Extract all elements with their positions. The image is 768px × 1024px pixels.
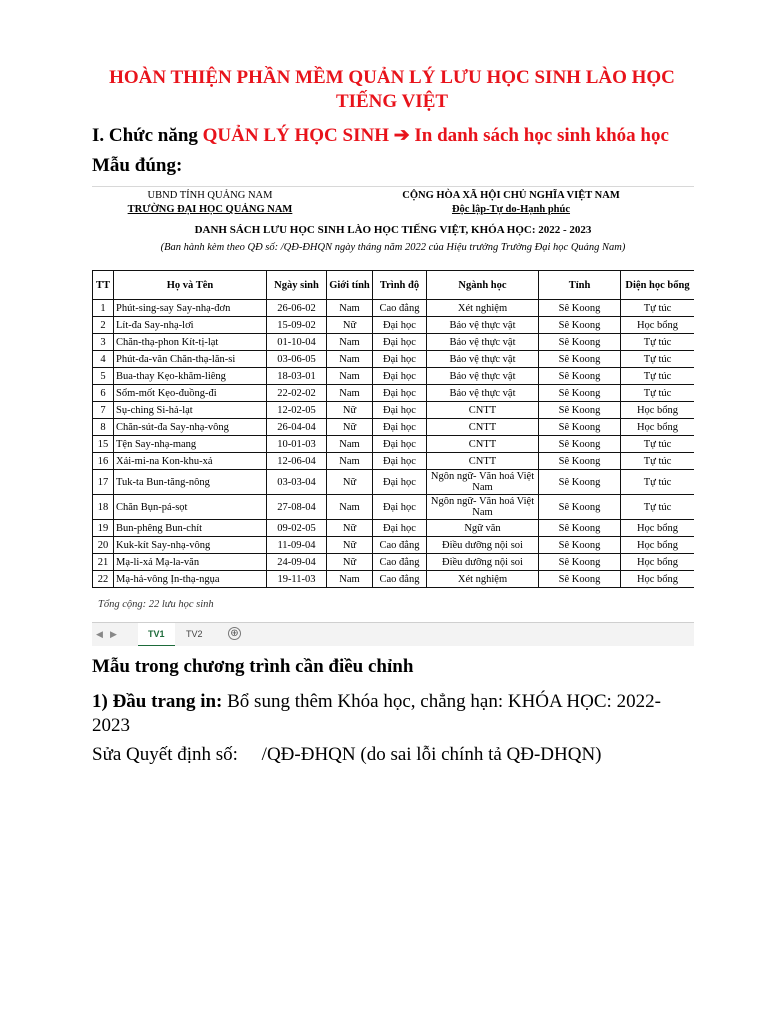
table-cell: Nữ <box>327 419 373 436</box>
table-cell: Nam <box>327 453 373 470</box>
table-cell: 21 <box>93 554 114 571</box>
table-cell: Đại học <box>373 436 427 453</box>
table-cell: Ngôn ngữ- Văn hoá Việt Nam <box>427 495 539 520</box>
table-cell: Bua-thay Kẹo-khăm-liêng <box>114 368 267 385</box>
table-cell: CNTT <box>427 436 539 453</box>
paragraph-1 <box>92 690 692 738</box>
table-cell: Tự túc <box>621 368 695 385</box>
table-cell: Đại học <box>373 317 427 334</box>
table-cell: Nữ <box>327 402 373 419</box>
table-cell: Tự túc <box>621 300 695 317</box>
table-cell: Tự túc <box>621 453 695 470</box>
table-row <box>93 571 695 588</box>
table-cell: Xải-mi-na Kon-khu-xả <box>114 453 267 470</box>
table-cell: Phút-sing-say Say-nhạ-đơn <box>114 300 267 317</box>
table-cell: 12-06-04 <box>267 453 327 470</box>
table-cell: Kuk-kít Say-nhạ-vông <box>114 537 267 554</box>
table-cell: 22-02-02 <box>267 385 327 402</box>
table-cell: Nam <box>327 385 373 402</box>
section-heading-red: QUẢN LÝ HỌC SINH ➔ In danh sách học sinh khóa học <box>202 125 669 146</box>
table-body <box>93 300 695 588</box>
table-cell: Xét nghiệm <box>427 571 539 588</box>
table-cell: Nam <box>327 368 373 385</box>
table-cell: Đại học <box>373 520 427 537</box>
table-cell: Điều dưỡng nội soi <box>427 537 539 554</box>
table-cell: Bảo vệ thực vật <box>427 385 539 402</box>
table-cell: Lít-đa Say-nhạ-lơi <box>114 317 267 334</box>
table-cell: Sê Koong <box>539 520 621 537</box>
table-cell: Ngữ văn <box>427 520 539 537</box>
title-line-1: HOÀN THIỆN PHẦN MỀM QUẢN LÝ LƯU HỌC SINH LÀO HỌC <box>109 67 675 88</box>
sheet-right-line-1: CỘNG HÒA XÃ HỘI CHỦ NGHĨA VIỆT NAM <box>402 190 620 201</box>
table-cell: Nữ <box>327 470 373 495</box>
table-cell: 4 <box>93 351 114 368</box>
table-cell: 8 <box>93 419 114 436</box>
column-header: Tỉnh <box>539 271 621 300</box>
table-cell: Nữ <box>327 520 373 537</box>
table-cell: Đại học <box>373 495 427 520</box>
sheet-tab-tv1[interactable]: TV1 <box>138 623 175 646</box>
column-header: Ngành học <box>427 271 539 300</box>
table-cell: Sê Koong <box>539 571 621 588</box>
table-row <box>93 520 695 537</box>
column-header: Trình độ <box>373 271 427 300</box>
table-row <box>93 419 695 436</box>
table-cell: 17 <box>93 470 114 495</box>
table-cell: Sê Koong <box>539 470 621 495</box>
column-header: Họ và Tên <box>114 271 267 300</box>
table-cell: Bun-phêng Bun-chít <box>114 520 267 537</box>
table-cell: 20 <box>93 537 114 554</box>
table-cell: Sê Koong <box>539 495 621 520</box>
table-cell: Chăn Bụn-pá-sọt <box>114 495 267 520</box>
table-cell: Sổm-mốt Kẹo-đuồng-đi <box>114 385 267 402</box>
student-table <box>92 270 694 588</box>
table-cell: 1 <box>93 300 114 317</box>
table-cell: Bảo vệ thực vật <box>427 368 539 385</box>
table-cell: Sê Koong <box>539 317 621 334</box>
sheet-left-line-2: TRƯỜNG ĐẠI HỌC QUẢNG NAM <box>127 204 293 215</box>
table-cell: Tện Say-nhạ-mang <box>114 436 267 453</box>
table-cell: Sê Koong <box>539 368 621 385</box>
table-cell: Mạ-li-xả Mạ-la-văn <box>114 554 267 571</box>
sheet-header <box>92 186 694 217</box>
paragraph-1-text: Bổ sung thêm Khóa học, chẳng hạn: KHÓA HỌC: 2022- <box>222 691 661 712</box>
table-row <box>93 436 695 453</box>
table-cell: 19-11-03 <box>267 571 327 588</box>
tab-scroll-left-icon[interactable]: ◀ <box>96 629 103 639</box>
table-cell: Sê Koong <box>539 334 621 351</box>
table-cell: Đại học <box>373 470 427 495</box>
table-cell: Xét nghiệm <box>427 300 539 317</box>
table-cell: Học bổng <box>621 419 695 436</box>
table-cell: Nữ <box>327 554 373 571</box>
table-row <box>93 495 695 520</box>
table-cell: Sê Koong <box>539 351 621 368</box>
table-cell: CNTT <box>427 419 539 436</box>
table-cell: Học bổng <box>621 317 695 334</box>
table-cell: Tự túc <box>621 334 695 351</box>
table-cell: Tuk-ta Bun-tăng-nông <box>114 470 267 495</box>
sheet-subtitle: (Ban hành kèm theo QĐ số: /QĐ-ĐHQN ngày tháng năm 2022 của Hiệu trưởng Trường Đại học Quảng Nam) <box>160 242 626 253</box>
table-cell: Đại học <box>373 368 427 385</box>
table-cell: Nữ <box>327 537 373 554</box>
table-cell: Sê Koong <box>539 537 621 554</box>
paragraph-2: Sửa Quyết định số: /QĐ-ĐHQN (do sai lỗi chính tả QĐ-DHQN) <box>92 744 602 765</box>
table-cell: Sê Koong <box>539 385 621 402</box>
table-cell: Cao đẳng <box>373 537 427 554</box>
table-cell: 5 <box>93 368 114 385</box>
table-cell: 11-09-04 <box>267 537 327 554</box>
column-header: Diện học bổng <box>621 271 695 300</box>
table-cell: Nam <box>327 495 373 520</box>
table-cell: 01-10-04 <box>267 334 327 351</box>
sheet-title: DANH SÁCH LƯU HỌC SINH LÀO HỌC TIẾNG VIỆT, KHÓA HỌC: 2022 - 2023 <box>194 224 592 236</box>
correct-sample-label: Mẫu đúng: <box>92 155 183 176</box>
table-cell: Sê Koong <box>539 554 621 571</box>
table-cell: 12-02-05 <box>267 402 327 419</box>
table-cell: 19 <box>93 520 114 537</box>
table-cell: Học bổng <box>621 402 695 419</box>
table-row <box>93 385 695 402</box>
table-cell: Sê Koong <box>539 436 621 453</box>
table-cell: 10-01-03 <box>267 436 327 453</box>
table-cell: 15 <box>93 436 114 453</box>
table-cell: Cao đẳng <box>373 554 427 571</box>
table-cell: CNTT <box>427 453 539 470</box>
table-cell: Tự túc <box>621 385 695 402</box>
table-cell: Nam <box>327 334 373 351</box>
table-cell: Học bổng <box>621 537 695 554</box>
table-cell: 24-09-04 <box>267 554 327 571</box>
table-cell: Nam <box>327 571 373 588</box>
table-header-row <box>93 271 695 300</box>
table-cell: Sê Koong <box>539 419 621 436</box>
sheet-tab-tv2[interactable]: TV2 <box>186 629 203 639</box>
table-row <box>93 317 695 334</box>
table-cell: Chăn-thạ-phon Kít-tị-lạt <box>114 334 267 351</box>
table-cell: Đại học <box>373 419 427 436</box>
paragraph-1-text-2: 2023 <box>92 715 130 736</box>
table-cell: Sê Koong <box>539 402 621 419</box>
table-cell: Nam <box>327 300 373 317</box>
table-cell: 03-06-05 <box>267 351 327 368</box>
column-header: Giới tính <box>327 271 373 300</box>
sheet-right-line-2: Độc lập-Tự do-Hạnh phúc <box>451 204 571 215</box>
table-row <box>93 368 695 385</box>
excel-sheet-screenshot <box>92 186 694 646</box>
table-cell: Học bổng <box>621 554 695 571</box>
document-title <box>92 66 692 114</box>
column-header: Ngày sinh <box>267 271 327 300</box>
table-cell: Điều dưỡng nội soi <box>427 554 539 571</box>
table-row <box>93 470 695 495</box>
table-cell: Cao đẳng <box>373 300 427 317</box>
title-line-2: TIẾNG VIỆT <box>335 91 449 112</box>
table-cell: 26-06-02 <box>267 300 327 317</box>
table-cell: Đại học <box>373 385 427 402</box>
table-cell: Nam <box>327 436 373 453</box>
table-cell: Đại học <box>373 351 427 368</box>
table-cell: Cao đẳng <box>373 571 427 588</box>
table-row <box>93 554 695 571</box>
paragraph-1-bold: 1) Đầu trang in: <box>92 691 223 712</box>
table-row <box>93 402 695 419</box>
table-cell: Tự túc <box>621 351 695 368</box>
adjust-sample-heading: Mẫu trong chương trình cần điều chỉnh <box>92 656 414 677</box>
column-header: TT <box>93 271 114 300</box>
table-cell: 15-09-02 <box>267 317 327 334</box>
table-row <box>93 453 695 470</box>
table-cell: 18 <box>93 495 114 520</box>
table-cell: Đại học <box>373 453 427 470</box>
table-cell: 6 <box>93 385 114 402</box>
sheet-tab-bar <box>92 622 694 646</box>
table-cell: 03-03-04 <box>267 470 327 495</box>
table-cell: Ngôn ngữ- Văn hoá Việt Nam <box>427 470 539 495</box>
table-cell: Tự túc <box>621 470 695 495</box>
table-cell: 22 <box>93 571 114 588</box>
sheet-left-line-1: UBND TỈNH QUẢNG NAM <box>147 190 273 201</box>
table-cell: Tự túc <box>621 495 695 520</box>
table-cell: 7 <box>93 402 114 419</box>
section-heading-prefix: I. Chức năng <box>92 125 203 146</box>
table-cell: 26-04-04 <box>267 419 327 436</box>
section-heading-1 <box>92 124 712 147</box>
table-cell: Tự túc <box>621 436 695 453</box>
table-row <box>93 300 695 317</box>
table-cell: 2 <box>93 317 114 334</box>
table-row <box>93 351 695 368</box>
add-sheet-icon[interactable]: ⊕ <box>228 627 241 640</box>
table-cell: Bảo vệ thực vật <box>427 334 539 351</box>
table-cell: CNTT <box>427 402 539 419</box>
table-cell: Nam <box>327 351 373 368</box>
table-cell: Sụ-ching Si-hả-lạt <box>114 402 267 419</box>
table-row <box>93 537 695 554</box>
table-cell: Học bổng <box>621 520 695 537</box>
table-cell: Phút-đa-văn Chăn-thạ-lăn-si <box>114 351 267 368</box>
table-cell: 09-02-05 <box>267 520 327 537</box>
table-cell: 18-03-01 <box>267 368 327 385</box>
table-cell: Đại học <box>373 334 427 351</box>
table-cell: Nữ <box>327 317 373 334</box>
table-cell: Sê Koong <box>539 453 621 470</box>
table-cell: 3 <box>93 334 114 351</box>
table-cell: Sê Koong <box>539 300 621 317</box>
table-cell: Đại học <box>373 402 427 419</box>
table-cell: 16 <box>93 453 114 470</box>
table-cell: Bảo vệ thực vật <box>427 351 539 368</box>
table-row <box>93 334 695 351</box>
table-cell: Mạ-hả-vông Ịn-thạ-ngụa <box>114 571 267 588</box>
tab-scroll-right-icon[interactable]: ▶ <box>110 629 117 639</box>
table-cell: Chăn-sút-đa Say-nhạ-vông <box>114 419 267 436</box>
sheet-total: Tổng cộng: 22 lưu học sinh <box>98 599 214 610</box>
table-cell: Bảo vệ thực vật <box>427 317 539 334</box>
table-cell: Học bổng <box>621 571 695 588</box>
table-cell: 27-08-04 <box>267 495 327 520</box>
